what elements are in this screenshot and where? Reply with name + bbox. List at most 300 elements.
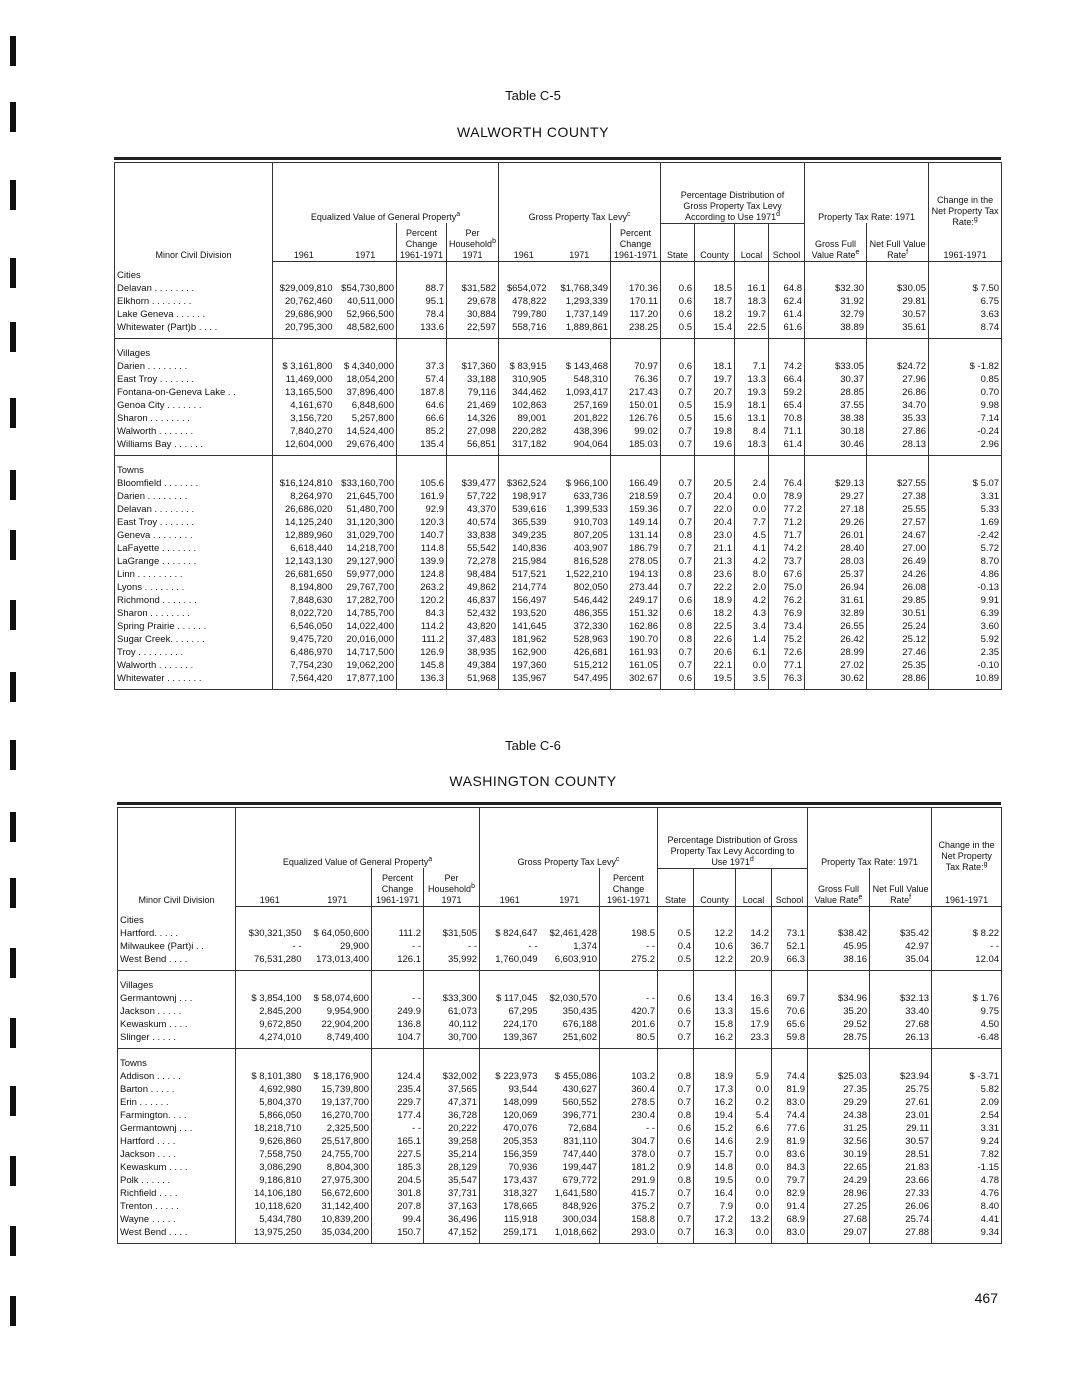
- cell: 344,462: [512, 387, 547, 398]
- cell: $27.55: [867, 477, 929, 490]
- col-header-1961: 1961: [236, 868, 304, 906]
- cell: 0.7: [661, 503, 695, 516]
- cell: 178,665: [503, 1201, 538, 1212]
- cell: 0.0: [735, 490, 769, 503]
- row-name: Hartford. . . . .: [118, 927, 236, 940]
- cell: 12.2: [694, 927, 736, 940]
- binder-mark: [10, 948, 16, 978]
- cell: 24,755,700: [304, 1148, 372, 1161]
- cell: $ 64,050,600: [304, 927, 372, 940]
- cell: 55,542: [447, 542, 499, 555]
- cell: 7,558,750: [236, 1148, 304, 1161]
- binder-mark: [10, 1156, 16, 1186]
- table-row: [115, 282, 1002, 295]
- cell: $29,009,810: [273, 282, 335, 295]
- cell: 27.57: [867, 516, 929, 529]
- cell: 103.2: [600, 1070, 658, 1083]
- cell: 8,804,300: [304, 1161, 372, 1174]
- county-title: WASHINGTON COUNTY: [449, 773, 617, 789]
- cell: 36.7: [736, 940, 772, 953]
- cell: 438,396: [549, 425, 611, 438]
- table-row: [115, 477, 1002, 490]
- row-name: Richmond . . . . . . .: [115, 594, 273, 607]
- col-header-tax-rate: Property Tax Rate: 1971: [808, 808, 932, 869]
- table-row: [118, 1174, 1002, 1187]
- cell: 39,258: [424, 1135, 480, 1148]
- row-name: Hartford . . . .: [118, 1135, 236, 1148]
- cell: 65.4: [769, 399, 805, 412]
- cell: 61,073: [424, 1005, 480, 1018]
- cell: 251,602: [540, 1031, 600, 1049]
- cell: 278.5: [600, 1096, 658, 1109]
- cell: 3,086,290: [236, 1161, 304, 1174]
- cell: 4,274,010: [236, 1031, 304, 1049]
- cell: 28.13: [867, 438, 929, 456]
- cell: 20.5: [695, 477, 735, 490]
- table-row: [118, 1148, 1002, 1161]
- row-name: Trenton . . . . .: [118, 1200, 236, 1213]
- cell: 0.0: [736, 1083, 772, 1096]
- cell: 22.5: [735, 321, 769, 339]
- cell: 18.2: [695, 607, 735, 620]
- cell: 120.2: [397, 594, 447, 607]
- cell: 37,565: [424, 1083, 480, 1096]
- cell: 7.7: [735, 516, 769, 529]
- cell: 676,188: [540, 1018, 600, 1031]
- cell: 7.14: [929, 412, 1002, 425]
- cell: 32.79: [805, 308, 867, 321]
- cell: 70.8: [769, 412, 805, 425]
- row-name: Sugar Creek. . . . . . .: [115, 633, 273, 646]
- col-header-gross-full: Gross Full Value Rate$^e$: [808, 868, 870, 906]
- cell: 278.05: [611, 555, 661, 568]
- cell: 198,917: [512, 491, 547, 502]
- cell: 28.96: [808, 1187, 870, 1200]
- cell: -0.24: [929, 425, 1002, 438]
- cell: 72,684: [540, 1122, 600, 1135]
- cell: 114.2: [397, 620, 447, 633]
- cell: 1,760,049: [480, 953, 540, 971]
- cell: 35.20: [808, 1005, 870, 1018]
- cell: 21.3: [695, 555, 735, 568]
- col-header-county: County: [695, 223, 735, 261]
- row-name: Richfield . . . .: [118, 1187, 236, 1200]
- cell: 37.55: [805, 399, 867, 412]
- cell: 31,029,700: [335, 529, 397, 542]
- cell: 0.0: [736, 1174, 772, 1187]
- cell: 8.40: [932, 1200, 1002, 1213]
- cell: 30.57: [867, 308, 929, 321]
- cell: 16.3: [694, 1226, 736, 1244]
- cell: 23.01: [870, 1109, 932, 1122]
- cell: 275.2: [600, 953, 658, 971]
- col-header-pct-change: Percent Change 1961-1971: [372, 868, 424, 906]
- cell: 0.7: [661, 490, 695, 503]
- cell: 20.6: [695, 646, 735, 659]
- cell: 47,152: [424, 1226, 480, 1244]
- table-row: [118, 1161, 1002, 1174]
- cell: 15,739,800: [304, 1083, 372, 1096]
- cell: 126.9: [397, 646, 447, 659]
- cell: 0.8: [658, 1070, 694, 1083]
- table-row: [118, 1070, 1002, 1083]
- table-top-rule: [114, 157, 1001, 160]
- col-header-equalized: Equalized Value of General Property$^a$: [273, 163, 499, 224]
- cell: 430,627: [540, 1083, 600, 1096]
- table-row: [118, 940, 1002, 953]
- cell: 22,904,200: [304, 1018, 372, 1031]
- cell: 31.61: [805, 594, 867, 607]
- cell: 0.6: [661, 607, 695, 620]
- binder-mark: [10, 812, 16, 842]
- col-header-pct-change: Percent Change 1961-1971: [397, 223, 447, 261]
- cell: 49,384: [447, 659, 499, 672]
- cell: 24.67: [867, 529, 929, 542]
- cell: 214,774: [512, 582, 547, 593]
- row-name: Walworth . . . . . . .: [115, 659, 273, 672]
- row-name: Lake Geneva . . . . . .: [115, 308, 273, 321]
- cell: 150.7: [372, 1226, 424, 1244]
- cell: 15.6: [736, 1005, 772, 1018]
- cell: 18.9: [695, 594, 735, 607]
- cell: 2,845,200: [236, 1005, 304, 1018]
- cell: $ 143,468: [549, 360, 611, 373]
- cell: 0.6: [658, 1122, 694, 1135]
- row-name: East Troy . . . . . . .: [115, 373, 273, 386]
- cell: 27.33: [870, 1187, 932, 1200]
- cell: 27,975,300: [304, 1174, 372, 1187]
- cell: 18,218,710: [236, 1122, 304, 1135]
- cell: 13.3: [694, 1005, 736, 1018]
- cell: 35,547: [424, 1174, 480, 1187]
- row-name: LaGrange . . . . . . .: [115, 555, 273, 568]
- cell: 15.8: [694, 1018, 736, 1031]
- cell: 12.2: [694, 953, 736, 971]
- cell: 0.7: [658, 1096, 694, 1109]
- cell: 76.2: [769, 594, 805, 607]
- binder-mark: [10, 258, 16, 288]
- cell: 115,918: [503, 1214, 538, 1225]
- cell: 18.7: [695, 295, 735, 308]
- cell: 15.6: [695, 412, 735, 425]
- cell: 26.13: [870, 1031, 932, 1049]
- cell: 32.89: [805, 607, 867, 620]
- cell: $23.94: [870, 1070, 932, 1083]
- cell: 0.6: [658, 1005, 694, 1018]
- cell: 8,264,970: [273, 490, 335, 503]
- cell: 161.05: [611, 659, 661, 672]
- cell: 161.93: [611, 646, 661, 659]
- row-name: Jackson . . . . .: [118, 1005, 236, 1018]
- table-row: [118, 1122, 1002, 1135]
- row-name: Darien . . . . . . . .: [115, 360, 273, 373]
- cell: 0.5: [661, 399, 695, 412]
- cell: 4.2: [735, 555, 769, 568]
- cell: 79.7: [772, 1174, 808, 1187]
- cell: 17.2: [694, 1213, 736, 1226]
- cell: 18.1: [695, 360, 735, 373]
- binder-mark: [10, 878, 16, 908]
- cell: 76,531,280: [236, 953, 304, 971]
- col-header-1971: 1971: [335, 223, 397, 261]
- col-header-1971: 1971: [549, 223, 611, 261]
- cell: 22.5: [695, 620, 735, 633]
- cell: 548,310: [549, 373, 611, 386]
- cell: 4.5: [735, 529, 769, 542]
- cell: 3,156,720: [273, 412, 335, 425]
- cell: 31,120,300: [335, 516, 397, 529]
- cell: 159.36: [611, 503, 661, 516]
- cell: 15.4: [695, 321, 735, 339]
- cell: 365,539: [512, 517, 547, 528]
- cell: 9.24: [932, 1135, 1002, 1148]
- cell: 14,785,700: [335, 607, 397, 620]
- table-row: [115, 360, 1002, 373]
- cell: 84.3: [772, 1161, 808, 1174]
- cell: 14,022,400: [335, 620, 397, 633]
- cell: 27.68: [808, 1213, 870, 1226]
- cell: 33,188: [447, 373, 499, 386]
- cell: $16,124,810: [273, 477, 335, 490]
- table-row: [118, 953, 1002, 971]
- cell: 83.0: [772, 1226, 808, 1244]
- cell: 3.31: [932, 1122, 1002, 1135]
- cell: 126.76: [611, 412, 661, 425]
- cell: 70.97: [611, 360, 661, 373]
- cell: 0.6: [661, 308, 695, 321]
- cell: 23.0: [695, 529, 735, 542]
- cell: 4.41: [932, 1213, 1002, 1226]
- row-name: LaFayette . . . . . . .: [115, 542, 273, 555]
- cell: 177.4: [372, 1109, 424, 1122]
- cell: 27.02: [805, 659, 867, 672]
- row-name: Milwaukee (Part)i . .: [118, 940, 236, 953]
- cell: 114.8: [397, 542, 447, 555]
- cell: 13,975,250: [236, 1226, 304, 1244]
- cell: 16.2: [694, 1031, 736, 1049]
- cell: 95.1: [397, 295, 447, 308]
- cell: 104.7: [372, 1031, 424, 1049]
- cell: 14,106,180: [236, 1187, 304, 1200]
- row-name: Whitewater . . . . . . .: [115, 672, 273, 690]
- cell: 0.7: [661, 555, 695, 568]
- cell: 26.94: [805, 581, 867, 594]
- cell: 190.70: [611, 633, 661, 646]
- cell: 6,486,970: [273, 646, 335, 659]
- cell: 61.4: [769, 438, 805, 456]
- cell: 93,544: [508, 1084, 538, 1095]
- cell: 25,517,800: [304, 1135, 372, 1148]
- cell: 6.6: [736, 1122, 772, 1135]
- row-name: Darien . . . . . . . .: [115, 490, 273, 503]
- cell: 35,214: [424, 1148, 480, 1161]
- cell: 84.3: [397, 607, 447, 620]
- cell: 0.6: [661, 594, 695, 607]
- row-name: Whitewater (Part)b . . . .: [115, 321, 273, 339]
- cell: 31.92: [805, 295, 867, 308]
- cell: 8,194,800: [273, 581, 335, 594]
- table-row: [115, 308, 1002, 321]
- cell: 350,435: [540, 1005, 600, 1018]
- table-row: [118, 1187, 1002, 1200]
- cell: $ 117,045: [495, 993, 538, 1004]
- cell: 0.70: [929, 386, 1002, 399]
- section-label: Villages: [115, 339, 273, 361]
- cell: 679,772: [540, 1174, 600, 1187]
- col-header-per-household: Per Household$^b$ 1971: [424, 868, 480, 906]
- cell: 28.99: [805, 646, 867, 659]
- cell: 35.04: [870, 953, 932, 971]
- cell: 185.03: [611, 438, 661, 456]
- binder-mark: [10, 600, 16, 630]
- col-header-change-years: 1961-1971: [929, 228, 1002, 262]
- cell: $362,524: [506, 478, 547, 489]
- cell: 27.68: [870, 1018, 932, 1031]
- cell: 198.5: [600, 927, 658, 940]
- cell: $ 7.50: [929, 282, 1002, 295]
- cell: 185.3: [372, 1161, 424, 1174]
- cell: 12,889,960: [273, 529, 335, 542]
- cell: 21,469: [447, 399, 499, 412]
- cell: 470,076: [503, 1123, 538, 1134]
- cell: 186.79: [611, 542, 661, 555]
- cell: $ 8.22: [932, 927, 1002, 940]
- cell: 420.7: [600, 1005, 658, 1018]
- cell: $ 455,086: [540, 1070, 600, 1083]
- table-top-rule: [117, 802, 1001, 805]
- cell: 37,163: [424, 1200, 480, 1213]
- cell: $ 8,101,380: [236, 1070, 304, 1083]
- cell: 0.8: [661, 529, 695, 542]
- cell: 30.37: [805, 373, 867, 386]
- cell: 17.3: [694, 1083, 736, 1096]
- cell: 0.8: [658, 1109, 694, 1122]
- cell: 40,574: [447, 516, 499, 529]
- cell: 187.8: [397, 386, 447, 399]
- cell: 70.6: [772, 1005, 808, 1018]
- cell: 56,851: [447, 438, 499, 456]
- table-row: [115, 503, 1002, 516]
- cell: 21.83: [870, 1161, 932, 1174]
- cell: 0.8: [661, 568, 695, 581]
- cell: 2.4: [735, 477, 769, 490]
- col-header-pct-distribution: Percentage Distribution of Gross Property Tax Levy According to Use 1971$^d$: [658, 808, 808, 869]
- cell: 2.35: [929, 646, 1002, 659]
- cell: 36,496: [424, 1213, 480, 1226]
- cell: -0.10: [929, 659, 1002, 672]
- cell: 14,717,500: [335, 646, 397, 659]
- cell: 1,641,580: [540, 1187, 600, 1200]
- cell: 23.3: [736, 1031, 772, 1049]
- cell: 28.75: [808, 1031, 870, 1049]
- cell: 148,099: [503, 1097, 538, 1108]
- cell: 19,137,700: [304, 1096, 372, 1109]
- col-header-levy: Gross Property Tax Levy$^c$: [480, 808, 658, 869]
- cell: $ 3,161,800: [273, 360, 335, 373]
- row-name: Williams Bay . . . . . .: [115, 438, 273, 456]
- cell: 7,564,420: [273, 672, 335, 690]
- cell: 25.55: [867, 503, 929, 516]
- cell: 29,767,700: [335, 581, 397, 594]
- col-header-school: School: [769, 223, 805, 261]
- cell: 29,900: [304, 940, 372, 953]
- cell: 73.1: [772, 927, 808, 940]
- cell: 0.7: [661, 581, 695, 594]
- cell: 26.01: [805, 529, 867, 542]
- binder-mark: [10, 180, 16, 210]
- cell: 18.9: [694, 1070, 736, 1083]
- cell: 21,645,700: [335, 490, 397, 503]
- cell: 12.04: [932, 953, 1002, 971]
- cell: 49,862: [447, 581, 499, 594]
- cell: 6,546,050: [273, 620, 335, 633]
- cell: 204.5: [372, 1174, 424, 1187]
- col-header-tax-rate: Property Tax Rate: 1971: [805, 163, 929, 224]
- table-row: [118, 1031, 1002, 1049]
- cell: 26.06: [870, 1200, 932, 1213]
- cell: 0.7: [658, 1213, 694, 1226]
- cell: 22.6: [695, 633, 735, 646]
- cell: 19.5: [694, 1174, 736, 1187]
- cell: $ -1.82: [929, 360, 1002, 373]
- cell: 816,528: [549, 555, 611, 568]
- cell: 378.0: [600, 1148, 658, 1161]
- cell: 1,399,533: [549, 503, 611, 516]
- cell: $32.30: [805, 282, 867, 295]
- cell: 20,795,300: [273, 321, 335, 339]
- cell: 124.8: [397, 568, 447, 581]
- row-name: Sharon . . . . . . . .: [115, 412, 273, 425]
- cell: 150.01: [611, 399, 661, 412]
- table-row: [115, 672, 1002, 690]
- cell: 77.1: [769, 659, 805, 672]
- cell: 5.92: [929, 633, 1002, 646]
- cell: $ 4,340,000: [335, 360, 397, 373]
- cell: 0.7: [658, 1200, 694, 1213]
- cell: 7.82: [932, 1148, 1002, 1161]
- cell: 3.31: [929, 490, 1002, 503]
- cell: 40,511,000: [335, 295, 397, 308]
- cell: 10,118,620: [236, 1200, 304, 1213]
- cell: 162,900: [512, 647, 547, 658]
- cell: 33.40: [870, 1005, 932, 1018]
- table-title: Table C-6: [505, 738, 561, 753]
- cell: 22.65: [808, 1161, 870, 1174]
- cell: 25.74: [870, 1213, 932, 1226]
- page-number: 467: [974, 1290, 998, 1306]
- cell: 6,603,910: [540, 953, 600, 971]
- row-name: Germantownj . . .: [118, 1122, 236, 1135]
- cell: 59,977,000: [335, 568, 397, 581]
- cell: 62.4: [769, 295, 805, 308]
- cell: $54,730,800: [335, 282, 397, 295]
- cell: 28,129: [424, 1161, 480, 1174]
- cell: $34.96: [808, 992, 870, 1005]
- cell: 29.52: [808, 1018, 870, 1031]
- cell: 71.7: [769, 529, 805, 542]
- cell: 2.54: [932, 1109, 1002, 1122]
- cell: 301.8: [372, 1187, 424, 1200]
- cell: 0.7: [661, 477, 695, 490]
- cell: 257,169: [549, 399, 611, 412]
- cell: 8.70: [929, 555, 1002, 568]
- binder-mark: [10, 1226, 16, 1256]
- col-header-pct-change: Percent Change 1961-1971: [600, 868, 658, 906]
- cell: 0.8: [661, 633, 695, 646]
- col-header-levy: Gross Property Tax Levy$^c$: [499, 163, 661, 224]
- cell: 19.5: [695, 672, 735, 690]
- cell: 215,984: [512, 556, 547, 567]
